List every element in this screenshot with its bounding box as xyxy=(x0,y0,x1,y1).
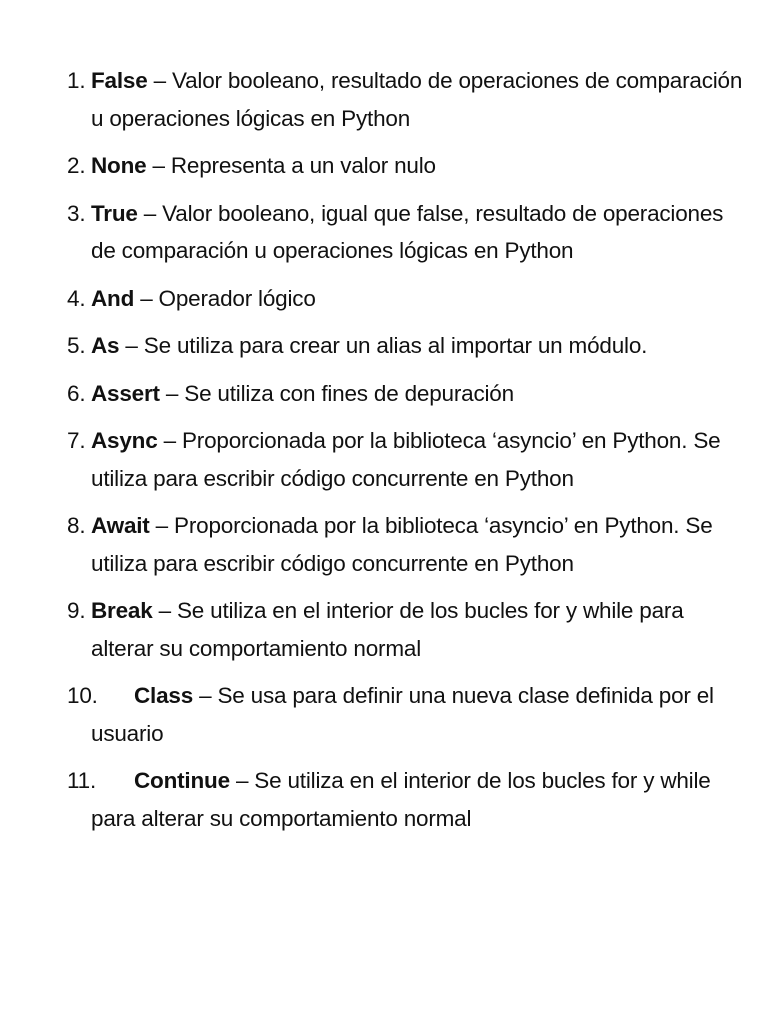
keyword-term: Assert xyxy=(91,380,160,406)
item-number: 1. xyxy=(67,68,86,93)
keyword-description: – Se utiliza en el interior de los bucles for y while para alterar su comportamiento normal xyxy=(91,598,684,661)
list-item xyxy=(67,375,747,413)
item-number: 9. xyxy=(67,598,86,623)
keyword-description: – Se utiliza con fines de depuración xyxy=(159,380,514,406)
keyword-description: – Proporcionada por la biblioteca ‘asyncio’ en Python. Se utiliza para escribir código concurrente en Python xyxy=(91,428,721,491)
list-item xyxy=(67,147,747,185)
list-item xyxy=(67,677,747,752)
list-item xyxy=(67,762,747,837)
item-number: 10. xyxy=(67,683,98,708)
item-number: 5. xyxy=(67,333,86,358)
keyword-term: None xyxy=(91,153,147,178)
list-item xyxy=(67,280,747,318)
keyword-term: As xyxy=(91,333,120,358)
keyword-term: Await xyxy=(91,513,150,538)
item-number: 11. xyxy=(67,768,97,793)
list-item xyxy=(67,592,747,667)
keyword-term: False xyxy=(91,68,148,93)
list-item xyxy=(67,327,747,365)
item-number: 6. xyxy=(67,380,86,406)
keyword-term: Break xyxy=(91,598,153,623)
keyword-term: Async xyxy=(91,428,158,453)
item-number: 8. xyxy=(67,513,86,538)
keyword-description: – Se utiliza en el interior de los bucles for y while para alterar su comportamiento normal xyxy=(91,768,711,831)
keyword-description: – Se usa para definir una nueva clase definida por el usuario xyxy=(91,683,714,746)
keyword-description: – Operador lógico xyxy=(134,285,316,311)
keyword-description: – Se utiliza para crear un alias al importar un módulo. xyxy=(119,333,648,358)
keyword-description: – Representa a un valor nulo xyxy=(146,153,436,178)
list-item xyxy=(67,195,747,270)
keyword-term: True xyxy=(91,200,138,226)
keyword-description: – Proporcionada por la biblioteca ‘asyncio’ en Python. Se utiliza para escribir código concurrente en Python xyxy=(91,513,713,576)
list-item xyxy=(67,422,747,497)
keyword-description: – Valor booleano, resultado de operaciones de comparación u operaciones lógicas en Python xyxy=(91,68,743,131)
item-number: 2. xyxy=(67,153,86,178)
item-number: 7. xyxy=(67,428,86,453)
item-number: 3. xyxy=(67,200,86,226)
keyword-description: – Valor booleano, igual que false, resultado de operaciones de comparación u operaciones lógicas en Python xyxy=(91,200,724,263)
keyword-term: And xyxy=(91,285,135,311)
list-item xyxy=(67,62,747,137)
keyword-term: Continue xyxy=(134,768,230,793)
keyword-term: Class xyxy=(134,683,194,708)
keyword-list xyxy=(67,62,747,847)
item-number: 4. xyxy=(67,285,86,311)
list-item xyxy=(67,507,747,582)
